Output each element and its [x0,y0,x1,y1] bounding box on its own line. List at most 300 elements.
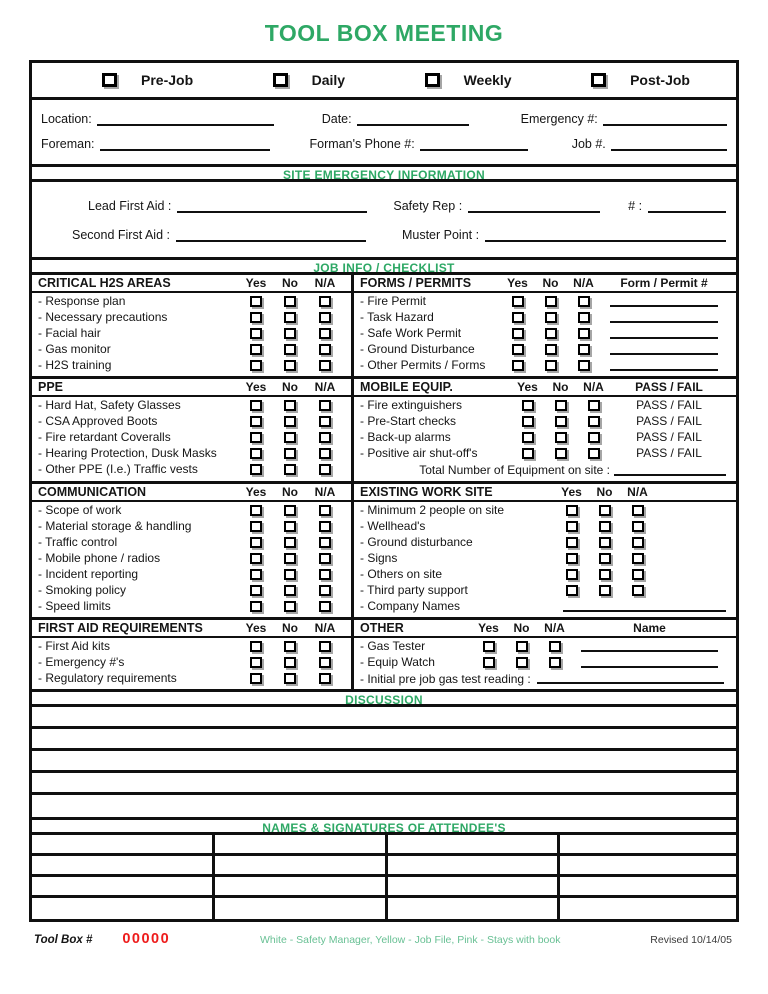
checklist-item [32,582,351,598]
checkbox-yes[interactable] [512,328,524,339]
checklist-item-label: - Ground disturbance [360,535,473,549]
checkbox-weekly[interactable] [425,73,440,87]
checkbox-na[interactable] [549,641,561,652]
checklist-item-label: - Pre-Start checks [360,414,457,428]
checklist-item-label: - Material storage & handling [38,519,192,533]
column-header-yes: Yes [245,276,267,290]
write-in-line[interactable] [610,296,718,307]
write-in-line[interactable] [563,601,726,612]
checkbox-yes[interactable] [522,432,534,443]
checklist-item [354,582,736,598]
checklist-item-label: - Traffic control [38,535,118,549]
checklist-item-label: - Gas monitor [38,342,111,356]
checkbox-na[interactable] [578,328,590,339]
attendee-cell[interactable] [560,877,736,898]
checkbox-no[interactable] [599,521,611,532]
write-in-line[interactable] [610,344,718,355]
checkbox-no[interactable] [284,344,296,355]
discussion-lines [32,707,736,817]
checkbox-no[interactable] [284,360,296,371]
meeting-type-weekly [425,72,512,88]
checklist-item [32,518,351,534]
discussion-line[interactable] [32,795,736,817]
date-label: Date: [321,112,352,126]
checkbox-na[interactable] [578,296,590,307]
write-in-line[interactable] [610,312,718,323]
attendees-table [32,835,736,919]
checkbox-post-job[interactable] [591,73,606,87]
attendee-cell[interactable] [215,835,387,856]
attendee-cell[interactable] [388,856,560,877]
job-number-input-line[interactable] [611,138,727,151]
foreman-phone-input-line[interactable] [420,138,528,151]
checklist-item-label: - Positive air shut-off's [360,446,478,460]
site-emergency-header: SITE EMERGENCY INFORMATION [32,164,736,182]
checkbox-yes[interactable] [512,312,524,323]
attendee-cell[interactable] [32,856,215,877]
checklist-item [354,502,736,518]
safety-rep-number-input-line[interactable] [648,200,726,213]
checkbox-no[interactable] [284,601,296,612]
header-fields [32,100,736,164]
write-in-line[interactable] [614,465,726,476]
checkbox-no[interactable] [284,553,296,564]
section-title: COMMUNICATION [38,485,147,499]
pass-fail-text: PASS / FAIL [636,398,702,412]
checkbox-no[interactable] [599,537,611,548]
second-first-aid-label: Second First Aid : [72,228,170,242]
checklist-item-label: - Response plan [38,294,126,308]
write-in-line[interactable] [581,657,718,668]
checkbox-no[interactable] [516,657,528,668]
checklist-item-label: - Initial pre job gas test reading : [360,672,531,686]
write-in-line[interactable] [581,641,718,652]
checkbox-yes[interactable] [483,657,495,668]
checkbox-yes[interactable] [250,344,262,355]
attendee-cell[interactable] [215,877,387,898]
checkbox-yes[interactable] [566,521,578,532]
section-existing [354,484,736,620]
checkbox-no[interactable] [284,448,296,459]
checklist-item [32,598,351,614]
checklist-item-label: - Smoking policy [38,583,127,597]
pass-fail-text: PASS / FAIL [636,446,702,460]
checkbox-no[interactable] [284,585,296,596]
attendee-cell[interactable] [388,835,560,856]
checkbox-no[interactable] [555,400,567,411]
checkbox-na[interactable] [588,400,600,411]
checkbox-na[interactable] [632,521,644,532]
checkbox-na[interactable] [632,537,644,548]
foreman-phone-job-row [41,137,727,151]
location-input-line[interactable] [97,113,274,126]
checkbox-na[interactable] [319,585,331,596]
write-in-line[interactable] [610,328,718,339]
column-header-extra: Form / Permit # [620,276,708,290]
checkbox-na[interactable] [578,312,590,323]
checkbox-yes[interactable] [250,432,262,443]
checklist-item [32,429,351,445]
checkbox-yes[interactable] [512,360,524,371]
checklist-item [354,429,736,445]
column-header-no: No [542,276,559,290]
checklist-item-label: - Back-up alarms [360,430,451,444]
checkbox-na[interactable] [319,553,331,564]
checklist-item-label: - Company Names [360,599,461,613]
checkbox-na[interactable] [319,296,331,307]
checklist-item-label: - Incident reporting [38,567,139,581]
checkbox-yes[interactable] [250,505,262,516]
column-header-yes: Yes [245,621,267,635]
checkbox-no[interactable] [284,657,296,668]
checklist-item-label: - Emergency #'s [38,655,125,669]
checkbox-pre-job[interactable] [102,73,117,87]
checkbox-daily[interactable] [273,73,288,87]
checkbox-yes[interactable] [250,416,262,427]
checkbox-yes[interactable] [250,296,262,307]
checklist-item [32,654,351,670]
checkbox-na[interactable] [319,344,331,355]
checklist-item [354,670,736,686]
checkbox-na[interactable] [588,432,600,443]
checkbox-na[interactable] [319,328,331,339]
checkbox-no[interactable] [545,344,557,355]
checkbox-yes[interactable] [512,344,524,355]
section-comm [32,484,354,620]
section-ppe [32,379,354,484]
footer [34,931,732,947]
checkbox-no[interactable] [284,328,296,339]
checklist-item [32,638,351,654]
checklist-item-label: - Others on site [360,567,443,581]
section-title: PPE [38,380,64,394]
section-title: MOBILE EQUIP. [360,380,453,394]
checkbox-na[interactable] [319,601,331,612]
column-header-no: No [596,485,613,499]
column-header-n-a: N/A [627,485,648,499]
attendee-cell[interactable] [32,898,215,919]
checkbox-na[interactable] [632,569,644,580]
checkbox-no[interactable] [555,432,567,443]
attendee-cell[interactable] [560,856,736,877]
section-title: CRITICAL H2S AREAS [38,276,171,290]
checkbox-yes[interactable] [250,521,262,532]
muster-point-label: Muster Point : [401,228,480,242]
checkbox-na[interactable] [588,416,600,427]
checkbox-yes[interactable] [522,448,534,459]
second-first-aid-input-line[interactable] [176,229,366,242]
checklist-item [32,502,351,518]
checklist-item [354,445,736,461]
emergency-number-input-line[interactable] [603,113,727,126]
attendee-cell[interactable] [215,856,387,877]
lead-first-aid-row [42,199,726,213]
section-title: OTHER [360,621,404,635]
pass-fail-text: PASS / FAIL [636,430,702,444]
checkbox-no[interactable] [284,673,296,684]
checkbox-na[interactable] [319,657,331,668]
column-header-no: No [282,621,298,635]
section-title: EXISTING WORK SITE [360,485,493,499]
checklist-item [354,550,736,566]
column-header-n-a: N/A [314,485,336,499]
date-input-line[interactable] [357,113,469,126]
meeting-type-daily [273,72,345,88]
column-header-extra: PASS / FAIL [635,380,703,394]
checkbox-na[interactable] [319,537,331,548]
checkbox-yes[interactable] [250,312,262,323]
column-header-n-a: N/A [314,621,336,635]
checklist-item [32,445,351,461]
checkbox-na[interactable] [319,312,331,323]
discussion-line[interactable] [32,751,736,773]
meeting-type-label: Post-Job [630,72,690,88]
checklist-item-label: - First Aid kits [38,639,111,653]
meeting-type-row [32,63,736,100]
attendee-cell[interactable] [560,898,736,919]
checkbox-no[interactable] [555,448,567,459]
checkbox-no[interactable] [284,400,296,411]
checklist-grid [32,275,736,689]
checkbox-yes[interactable] [250,553,262,564]
meeting-type-label: Pre-Job [141,72,194,88]
toolbox-number-label: Tool Box # [34,934,93,946]
column-header-yes: Yes [517,380,538,394]
checklist-item [354,518,736,534]
checklist-item-label: - Scope of work [38,503,122,517]
discussion-line[interactable] [32,729,736,751]
checkbox-yes[interactable] [483,641,495,652]
checklist-item [354,341,736,357]
checkbox-no[interactable] [284,505,296,516]
checkbox-na[interactable] [578,360,590,371]
checklist-item [354,413,736,429]
checkbox-yes[interactable] [512,296,524,307]
section-mobile [354,379,736,484]
checklist-item [354,325,736,341]
checkbox-na[interactable] [549,657,561,668]
site-emergency-section [32,182,736,257]
checkbox-yes[interactable] [250,400,262,411]
checklist-item [32,341,351,357]
foreman-input-line[interactable] [100,138,270,151]
job-info-checklist-header: JOB INFO / CHECKLIST [32,257,736,275]
column-header-extra: Name [633,621,666,635]
checklist-item-label: - H2S training [38,358,112,372]
section-other [354,620,736,689]
checklist-item [32,534,351,550]
section-title: FORMS / PERMITS [360,276,472,290]
checkbox-na[interactable] [319,521,331,532]
checkbox-yes[interactable] [250,673,262,684]
column-header-yes: Yes [478,621,499,635]
checkbox-yes[interactable] [566,553,578,564]
checkbox-no[interactable] [284,464,296,475]
checkbox-yes[interactable] [250,537,262,548]
checklist-item [354,598,736,614]
checkbox-no[interactable] [284,521,296,532]
checkbox-no[interactable] [284,296,296,307]
checkbox-na[interactable] [319,448,331,459]
checklist-item-label: - Signs [360,551,398,565]
revision-date: Revised 10/14/05 [650,934,732,946]
checkbox-na[interactable] [319,569,331,580]
checklist-item [354,357,736,373]
checkbox-no[interactable] [555,416,567,427]
checkbox-yes[interactable] [250,360,262,371]
checkbox-na[interactable] [319,432,331,443]
checkbox-yes[interactable] [250,601,262,612]
checkbox-no[interactable] [284,569,296,580]
attendee-cell[interactable] [560,835,736,856]
column-header-n-a: N/A [314,276,336,290]
checkbox-na[interactable] [632,585,644,596]
checklist-item-label: - Gas Tester [360,639,426,653]
checklist-item-label: - Facial hair [38,326,101,340]
write-in-line[interactable] [610,360,718,371]
checkbox-yes[interactable] [566,569,578,580]
checkbox-na[interactable] [319,673,331,684]
checkbox-na[interactable] [319,464,331,475]
toolbox-number-value: 00000 [122,931,171,947]
discussion-line[interactable] [32,773,736,795]
checklist-item-label: - Fire extinguishers [360,398,463,412]
checkbox-yes[interactable] [250,641,262,652]
checklist-item-label: - CSA Approved Boots [38,414,158,428]
attendee-cell[interactable] [215,898,387,919]
checkbox-na[interactable] [319,416,331,427]
lead-first-aid-label: Lead First Aid : [88,199,172,213]
checkbox-yes[interactable] [566,537,578,548]
discussion-line[interactable] [32,707,736,729]
checklist-item [354,566,736,582]
column-header-n-a: N/A [544,621,565,635]
foreman-label: Foreman: [41,137,95,151]
checklist-item-label: - Minimum 2 people on site [360,503,505,517]
checkbox-no[interactable] [545,360,557,371]
checklist-item-label: - Task Hazard [360,310,434,324]
attendee-cell[interactable] [388,898,560,919]
checkbox-yes[interactable] [250,569,262,580]
checkbox-no[interactable] [599,553,611,564]
checkbox-na[interactable] [632,505,644,516]
emergency-number-label: Emergency #: [520,112,598,126]
muster-point-input-line[interactable] [485,229,726,242]
checkbox-no[interactable] [599,569,611,580]
checkbox-na[interactable] [319,641,331,652]
location-date-emergency-row [41,112,727,126]
section-title: FIRST AID REQUIREMENTS [38,621,203,635]
column-header-yes: Yes [507,276,528,290]
checklist-item [32,357,351,373]
checkbox-yes[interactable] [566,585,578,596]
checkbox-yes[interactable] [250,448,262,459]
checkbox-yes[interactable] [250,585,262,596]
location-label: Location: [41,112,92,126]
checkbox-yes[interactable] [250,657,262,668]
checklist-item-label: - Other Permits / Forms [360,358,486,372]
checkbox-na[interactable] [319,505,331,516]
checkbox-no[interactable] [545,328,557,339]
column-header-yes: Yes [561,485,582,499]
checklist-item-label: - Equip Watch [360,655,435,669]
safety-rep-input-line[interactable] [468,200,600,213]
checklist-item [32,566,351,582]
attendee-cell[interactable] [32,877,215,898]
checklist-item-label: - Necessary precautions [38,310,168,324]
meeting-type-post-job [591,72,690,88]
checkbox-no[interactable] [545,296,557,307]
column-header-no: No [513,621,530,635]
column-header-no: No [282,380,298,394]
checklist-item-label: - Ground Disturbance [360,342,475,356]
checklist-item-label: - Speed limits [38,599,111,613]
checkbox-no[interactable] [599,585,611,596]
checkbox-na[interactable] [588,448,600,459]
checklist-item-label: - Fire Permit [360,294,426,308]
checklist-item [354,638,736,654]
checklist-item-label: - Hearing Protection, Dusk Masks [38,446,217,460]
equipment-total-label: Total Number of Equipment on site : [419,463,610,477]
checklist-item [354,534,736,550]
checkbox-yes[interactable] [250,464,262,475]
section-forms [354,275,736,379]
attendee-cell[interactable] [388,877,560,898]
copies-distribution-note: White - Safety Manager, Yellow - Job File, Pink - Stays with book [259,934,561,946]
checklist-item-label: - Wellhead's [360,519,426,533]
column-header-n-a: N/A [314,380,336,394]
checkbox-yes[interactable] [522,416,534,427]
lead-first-aid-input-line[interactable] [177,200,367,213]
checkbox-yes[interactable] [522,400,534,411]
section-h2s [32,275,354,379]
checkbox-yes[interactable] [566,505,578,516]
checkbox-no[interactable] [599,505,611,516]
checkbox-no[interactable] [284,432,296,443]
checklist-item-label: - Regulatory requirements [38,671,177,685]
checkbox-na[interactable] [319,360,331,371]
checkbox-no[interactable] [284,641,296,652]
second-first-aid-row [42,228,726,242]
safety-rep-number-label: # : [628,199,643,213]
checkbox-no[interactable] [284,416,296,427]
checkbox-na[interactable] [632,553,644,564]
checkbox-na[interactable] [319,400,331,411]
checklist-item [354,309,736,325]
checkbox-na[interactable] [578,344,590,355]
column-header-n-a: N/A [573,276,594,290]
attendee-cell[interactable] [32,835,215,856]
checkbox-no[interactable] [284,537,296,548]
checkbox-yes[interactable] [250,328,262,339]
column-header-yes: Yes [245,485,267,499]
checkbox-no[interactable] [284,312,296,323]
checklist-item [32,550,351,566]
foreman-phone-label: Forman's Phone #: [309,137,415,151]
column-header-no: No [282,485,298,499]
checkbox-no[interactable] [545,312,557,323]
attendees-header: NAMES & SIGNATURES OF ATTENDEE'S [32,817,736,835]
meeting-type-pre-job [102,72,193,88]
discussion-header: DISCUSSION [32,689,736,707]
checkbox-no[interactable] [516,641,528,652]
write-in-line[interactable] [537,673,724,684]
checklist-item-label: - Third party support [360,583,468,597]
checklist-item [32,413,351,429]
job-number-label: Job #. [571,137,606,151]
page-title: TOOL BOX MEETING [264,20,504,46]
safety-rep-label: Safety Rep : [393,199,463,213]
